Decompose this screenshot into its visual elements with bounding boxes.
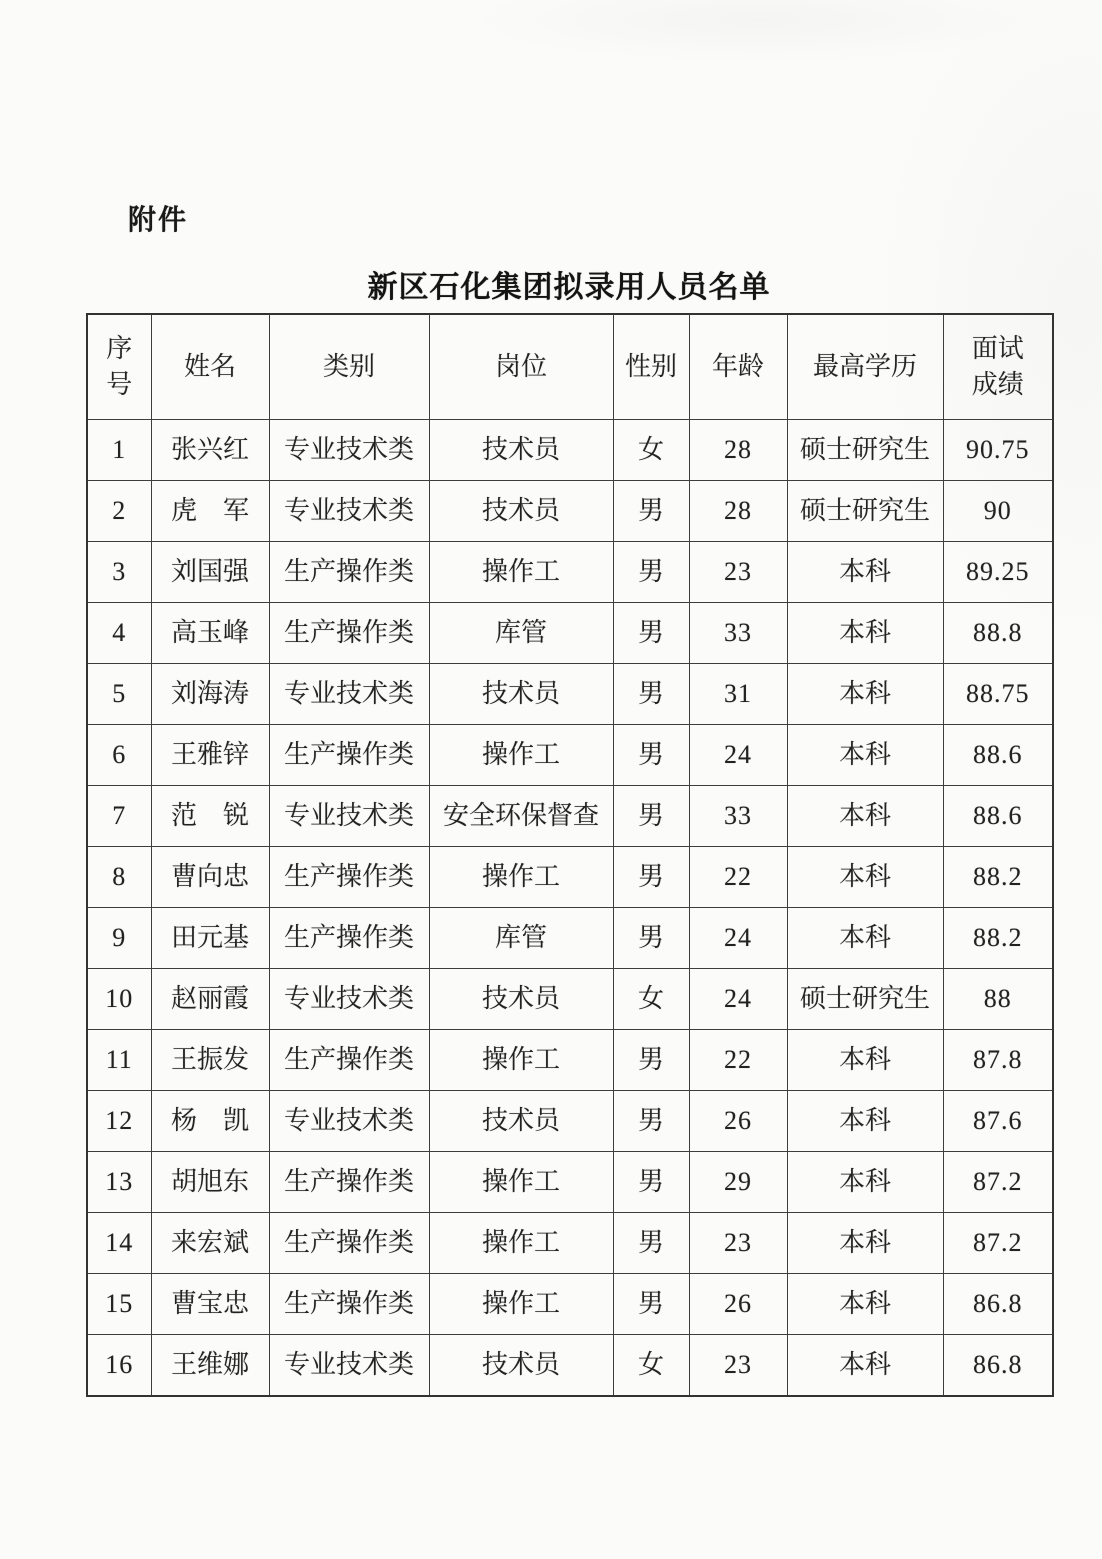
cell-category: 生产操作类: [269, 1030, 429, 1091]
cell-age: 24: [689, 908, 787, 969]
table-row: [87, 786, 1053, 847]
cell-gender: 男: [613, 481, 689, 542]
cell-no: 16: [87, 1335, 151, 1397]
cell-score: 89.25: [943, 542, 1053, 603]
table-row: [87, 725, 1053, 786]
cell-name: 杨 凯: [151, 1091, 269, 1152]
cell-gender: 男: [613, 847, 689, 908]
cell-name: 王维娜: [151, 1335, 269, 1397]
table-row: [87, 847, 1053, 908]
column-header-gender: 性别: [613, 314, 689, 420]
cell-position: 技术员: [429, 664, 613, 725]
table-row: [87, 1152, 1053, 1213]
cell-age: 28: [689, 481, 787, 542]
cell-category: 生产操作类: [269, 603, 429, 664]
attachment-label: 附件: [128, 204, 189, 235]
cell-position: 安全环保督查: [429, 786, 613, 847]
cell-category: 专业技术类: [269, 1335, 429, 1397]
cell-education: 本科: [787, 603, 943, 664]
cell-age: 28: [689, 420, 787, 481]
cell-gender: 男: [613, 664, 689, 725]
cell-education: 硕士研究生: [787, 481, 943, 542]
column-header-age: 年龄: [689, 314, 787, 420]
table-row: [87, 603, 1053, 664]
cell-no: 10: [87, 969, 151, 1030]
cell-score: 88.75: [943, 664, 1053, 725]
cell-category: 专业技术类: [269, 420, 429, 481]
cell-education: 本科: [787, 664, 943, 725]
table-row: [87, 908, 1053, 969]
cell-category: 生产操作类: [269, 725, 429, 786]
cell-score: 87.2: [943, 1213, 1053, 1274]
table-row: [87, 664, 1053, 725]
table-row: [87, 1213, 1053, 1274]
cell-name: 虎 军: [151, 481, 269, 542]
column-header-no: 序 号: [87, 314, 151, 420]
cell-name: 王雅锌: [151, 725, 269, 786]
cell-category: 生产操作类: [269, 1152, 429, 1213]
table-row: [87, 542, 1053, 603]
personnel-roster-table: [86, 313, 1054, 1397]
cell-no: 15: [87, 1274, 151, 1335]
cell-no: 12: [87, 1091, 151, 1152]
cell-score: 90: [943, 481, 1053, 542]
cell-category: 生产操作类: [269, 542, 429, 603]
cell-age: 26: [689, 1274, 787, 1335]
cell-name: 胡旭东: [151, 1152, 269, 1213]
cell-no: 14: [87, 1213, 151, 1274]
cell-age: 33: [689, 786, 787, 847]
cell-education: 本科: [787, 1213, 943, 1274]
cell-score: 88.2: [943, 908, 1053, 969]
cell-no: 11: [87, 1030, 151, 1091]
cell-position: 操作工: [429, 847, 613, 908]
cell-score: 86.8: [943, 1274, 1053, 1335]
cell-score: 88.6: [943, 786, 1053, 847]
cell-education: 本科: [787, 1335, 943, 1397]
cell-gender: 男: [613, 1274, 689, 1335]
cell-education: 本科: [787, 1152, 943, 1213]
cell-category: 生产操作类: [269, 1213, 429, 1274]
cell-no: 13: [87, 1152, 151, 1213]
column-header-education: 最高学历: [787, 314, 943, 420]
cell-position: 操作工: [429, 1274, 613, 1335]
cell-no: 7: [87, 786, 151, 847]
column-header-category: 类别: [269, 314, 429, 420]
cell-score: 86.8: [943, 1335, 1053, 1397]
cell-education: 硕士研究生: [787, 969, 943, 1030]
cell-age: 23: [689, 542, 787, 603]
cell-score: 88: [943, 969, 1053, 1030]
cell-name: 范 锐: [151, 786, 269, 847]
cell-no: 1: [87, 420, 151, 481]
cell-position: 库管: [429, 603, 613, 664]
cell-no: 5: [87, 664, 151, 725]
cell-name: 曹宝忠: [151, 1274, 269, 1335]
cell-category: 生产操作类: [269, 908, 429, 969]
table-header-row: [87, 314, 1053, 420]
cell-name: 田元基: [151, 908, 269, 969]
cell-gender: 男: [613, 1152, 689, 1213]
cell-position: 库管: [429, 908, 613, 969]
cell-position: 技术员: [429, 1335, 613, 1397]
cell-education: 硕士研究生: [787, 420, 943, 481]
column-header-name: 姓名: [151, 314, 269, 420]
cell-position: 操作工: [429, 542, 613, 603]
table-row: [87, 1091, 1053, 1152]
cell-no: 2: [87, 481, 151, 542]
table-row: [87, 969, 1053, 1030]
cell-no: 4: [87, 603, 151, 664]
cell-no: 9: [87, 908, 151, 969]
cell-name: 高玉峰: [151, 603, 269, 664]
cell-position: 技术员: [429, 969, 613, 1030]
cell-age: 31: [689, 664, 787, 725]
document-title: 新区石化集团拟录用人员名单: [367, 271, 771, 304]
cell-category: 专业技术类: [269, 1091, 429, 1152]
cell-age: 24: [689, 969, 787, 1030]
cell-position: 技术员: [429, 1091, 613, 1152]
cell-position: 技术员: [429, 481, 613, 542]
cell-score: 90.75: [943, 420, 1053, 481]
cell-education: 本科: [787, 1274, 943, 1335]
cell-gender: 男: [613, 542, 689, 603]
cell-position: 操作工: [429, 1213, 613, 1274]
table-row: [87, 1274, 1053, 1335]
cell-education: 本科: [787, 908, 943, 969]
cell-age: 22: [689, 847, 787, 908]
cell-gender: 男: [613, 1030, 689, 1091]
cell-category: 专业技术类: [269, 664, 429, 725]
cell-gender: 女: [613, 969, 689, 1030]
cell-score: 87.6: [943, 1091, 1053, 1152]
column-header-score: 面试 成绩: [943, 314, 1053, 420]
cell-gender: 女: [613, 420, 689, 481]
cell-gender: 男: [613, 1091, 689, 1152]
cell-no: 8: [87, 847, 151, 908]
cell-name: 王振发: [151, 1030, 269, 1091]
cell-score: 87.8: [943, 1030, 1053, 1091]
cell-score: 88.2: [943, 847, 1053, 908]
cell-score: 87.2: [943, 1152, 1053, 1213]
cell-age: 29: [689, 1152, 787, 1213]
cell-age: 23: [689, 1335, 787, 1397]
cell-education: 本科: [787, 847, 943, 908]
cell-age: 22: [689, 1030, 787, 1091]
cell-name: 刘国强: [151, 542, 269, 603]
cell-name: 曹向忠: [151, 847, 269, 908]
cell-position: 操作工: [429, 1152, 613, 1213]
cell-name: 张兴红: [151, 420, 269, 481]
cell-score: 88.6: [943, 725, 1053, 786]
cell-education: 本科: [787, 1030, 943, 1091]
cell-category: 专业技术类: [269, 786, 429, 847]
cell-gender: 男: [613, 786, 689, 847]
cell-name: 来宏斌: [151, 1213, 269, 1274]
cell-position: 技术员: [429, 420, 613, 481]
cell-position: 操作工: [429, 725, 613, 786]
cell-age: 26: [689, 1091, 787, 1152]
cell-education: 本科: [787, 725, 943, 786]
column-header-position: 岗位: [429, 314, 613, 420]
cell-category: 专业技术类: [269, 969, 429, 1030]
cell-no: 3: [87, 542, 151, 603]
table-row: [87, 481, 1053, 542]
cell-gender: 女: [613, 1335, 689, 1397]
cell-name: 刘海涛: [151, 664, 269, 725]
table-row: [87, 1030, 1053, 1091]
cell-gender: 男: [613, 603, 689, 664]
cell-gender: 男: [613, 1213, 689, 1274]
cell-gender: 男: [613, 725, 689, 786]
cell-category: 生产操作类: [269, 847, 429, 908]
cell-education: 本科: [787, 542, 943, 603]
cell-age: 24: [689, 725, 787, 786]
cell-category: 专业技术类: [269, 481, 429, 542]
cell-name: 赵丽霞: [151, 969, 269, 1030]
cell-education: 本科: [787, 786, 943, 847]
cell-no: 6: [87, 725, 151, 786]
cell-position: 操作工: [429, 1030, 613, 1091]
cell-category: 生产操作类: [269, 1274, 429, 1335]
table-row: [87, 420, 1053, 481]
cell-age: 23: [689, 1213, 787, 1274]
cell-age: 33: [689, 603, 787, 664]
cell-education: 本科: [787, 1091, 943, 1152]
table-row: [87, 1335, 1053, 1397]
cell-gender: 男: [613, 908, 689, 969]
cell-score: 88.8: [943, 603, 1053, 664]
